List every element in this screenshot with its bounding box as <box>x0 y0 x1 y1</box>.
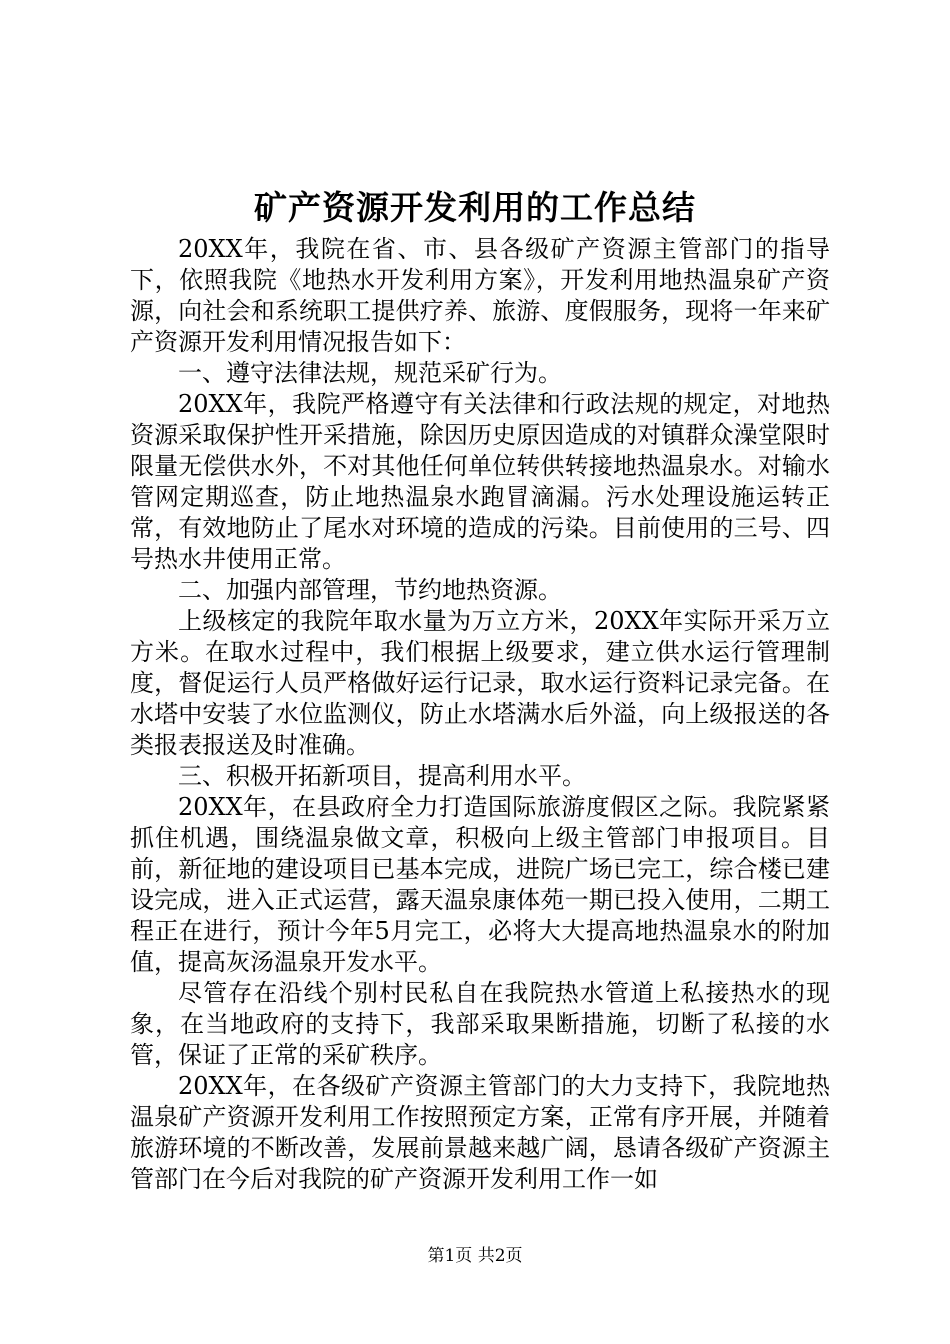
page-number-footer: 第1页 共2页 <box>427 1246 523 1266</box>
section-heading-2: 二、加强内部管理，节约地热资源。 <box>178 576 562 604</box>
paragraph-section-2: 上级核定的我院年取水量为万立方米，20XX年实际开采万立方米。在取水过程中，我们根据上级要求，建立供水运行管理制度，督促运行人员严格做好运行记录，取水运行资料记录完备。在水塔中安装了水位监测仪，防止水塔满水后外溢，向上级报送的各类报表报送及时准确。 <box>130 607 830 759</box>
document-body <box>130 234 830 1195</box>
paragraph-issues: 尽管存在沿线个别村民私自在我院热水管道上私接热水的现象，在当地政府的支持下，我部采取果断措施，切断了私接的水管，保证了正常的采矿秩序。 <box>130 979 830 1069</box>
document-title: 矿产资源开发利用的工作总结 <box>254 188 696 227</box>
paragraph-section-1: 20XX年，我院严格遵守有关法律和行政法规的规定，对地热资源采取保护性开采措施，除因历史原因造成的对镇群众澡堂限时限量无偿供水外，不对其他任何单位转供转接地热温泉水。对输水管网定期巡查，防止地热温泉水跑冒滴漏。污水处理设施运转正常，有效地防止了尾水对环境的造成的污染。目前使用的三号、四号热水井使用正常。 <box>130 390 830 573</box>
paragraph-section-3: 20XX年，在县政府全力打造国际旅游度假区之际。我院紧紧抓住机遇，围绕温泉做文章，积极向上级主管部门申报项目。目前，新征地的建设项目已基本完成，进院广场已完工，综合楼已建设完成，进入正式运营，露天温泉康体苑一期已投入使用，二期工程正在进行，预计今年5月完工，必将大大提高地热温泉水的附加值，提高灰汤温泉开发水平。 <box>130 793 830 976</box>
section-heading-1: 一、遵守法律法规，规范采矿行为。 <box>178 359 562 387</box>
section-heading-3: 三、积极开拓新项目，提高利用水平。 <box>178 762 586 790</box>
paragraph-intro: 20XX年，我院在省、市、县各级矿产资源主管部门的指导下，依照我院《地热水开发利用方案》，开发利用地热温泉矿产资源，向社会和系统职工提供疗养、旅游、度假服务，现将一年来矿产资源开发利用情况报告如下： <box>130 235 830 356</box>
paragraph-conclusion: 20XX年，在各级矿产资源主管部门的大力支持下，我院地热温泉矿产资源开发利用工作按照预定方案，正常有序开展，并随着旅游环境的不断改善，发展前景越来越广阔，恳请各级矿产资源主管部门在今后对我院的矿产资源开发利用工作一如 <box>130 1072 830 1193</box>
